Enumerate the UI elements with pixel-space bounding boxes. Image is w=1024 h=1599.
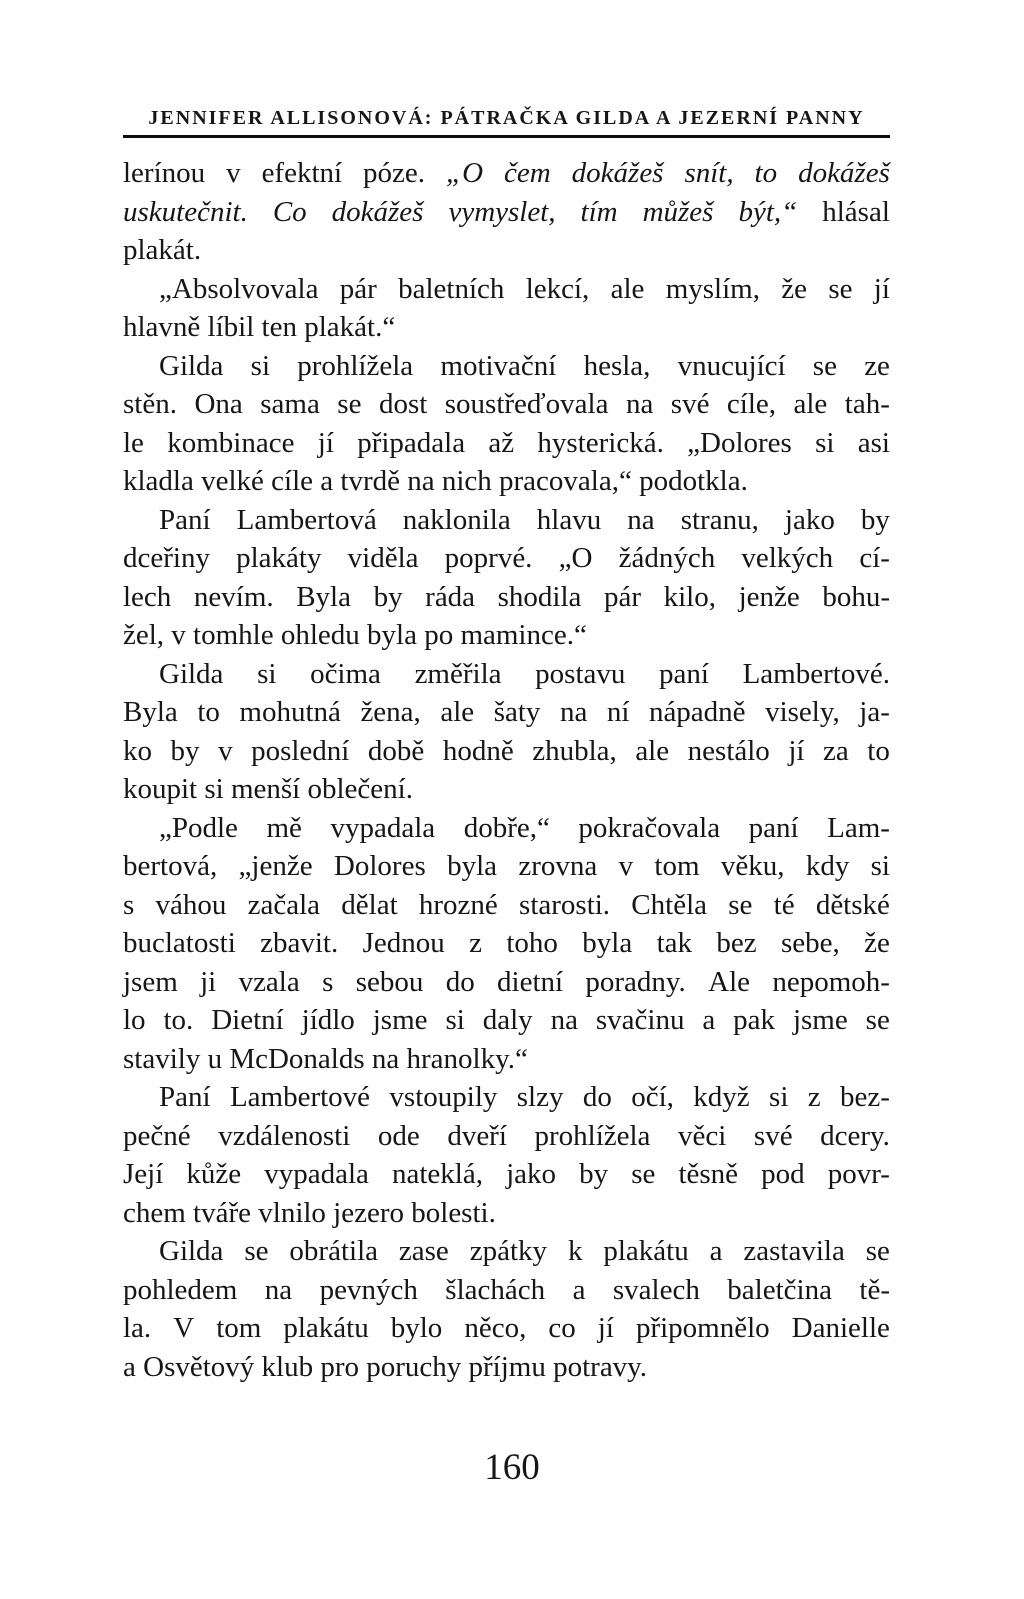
paragraph [123,154,890,270]
paragraph [123,501,890,655]
text-line: pečné vzdálenosti ode dveří prohlížela věci své dcery. [123,1119,890,1152]
text-line: Gilda si prohlížela motivační hesla, vnucující se ze [159,349,890,382]
text-line: bertová, „jenže Dolores byla zrovna v tom věku, kdy si [123,850,890,882]
text-line: koupit si menší oblečení. [123,773,413,805]
paragraph [123,270,890,347]
page-body [123,154,890,1386]
text-line: Gilda si očima změřila postavu paní Lambertové. [159,657,890,690]
text-line: uskutečnit. Co dokážeš vymyslet, tím můžeš být,“ hlásal [123,195,890,228]
text-line: pohledem na pevných šlachách a svalech baletčina tě- [123,1273,890,1306]
text-line: Její kůže vypadala nateklá, jako by se těsně pod povr- [123,1158,890,1190]
page-number: 160 [484,1447,540,1488]
text-line: lo to. Dietní jídlo jsme si daly na svačinu a pak jsme se [123,1004,890,1036]
text-line: lerínou v efektní póze. „O čem dokážeš snít, to dokážeš [123,157,890,189]
text-line: plakát. [123,234,202,266]
paragraph [123,347,890,501]
text-line: Gilda se obrátila zase zpátky k plakátu a zastavila se [159,1235,890,1267]
paragraph [123,655,890,809]
paragraph [123,1078,890,1232]
text-line: kladla velké cíle a tvrdě na nich pracovala,“ podotkla. [123,465,748,497]
text-line: hlavně líbil ten plakát.“ [123,311,396,343]
text-line: a Osvětový klub pro poruchy příjmu potravy. [123,1350,648,1383]
text-line: s váhou začala dělat hrozné starosti. Chtěla se té dětské [123,888,890,921]
text-line: dceřiny plakáty viděla poprvé. „O žádných velkých cí- [123,542,890,574]
text-line: stavily u McDonalds na hranolky.“ [123,1042,528,1075]
header-rule [123,135,890,138]
text-line: lech nevím. Byla by ráda shodila pár kilo, jenže bohu- [123,580,890,613]
text-line: Byla to mohutná žena, ale šaty na ní nápadně visely, ja- [123,696,890,728]
text-line: jsem ji vzala s sebou do dietní poradny. Ale nepomoh- [123,965,890,998]
text-line: Paní Lambertové vstoupily slzy do očí, když si z bez- [159,1081,890,1113]
paragraph [123,1232,890,1386]
text-line: buclatosti zbavit. Jednou z toho byla tak bez sebe, že [123,927,890,959]
text-line: žel, v tomhle ohledu byla po mamince.“ [123,619,587,651]
text-line: le kombinace jí připadala až hysterická. „Dolores si asi [123,426,890,459]
text-line: stěn. Ona sama se dost soustřeďovala na své cíle, ale tah- [123,388,890,420]
text-line: ko by v poslední době hodně zhubla, ale nestálo jí za to [123,734,890,767]
running-header [123,106,890,130]
text-line: „Podle mě vypadala dobře,“ pokračovala paní Lam- [159,811,890,844]
running-header-title: JENNIFER ALLISONOVÁ: PÁTRAČKA GILDA A JEZERNÍ PANNY [148,107,865,129]
text-line: la. V tom plakátu bylo něco, co jí připomnělo Danielle [123,1312,890,1344]
text-line: Paní Lambertová naklonila hlavu na stranu, jako by [159,503,890,536]
text-line: „Absolvovala pár baletních lekcí, ale myslím, že se jí [159,272,890,305]
paragraph [123,809,890,1079]
text-line: chem tváře vlnilo jezero bolesti. [123,1196,496,1229]
